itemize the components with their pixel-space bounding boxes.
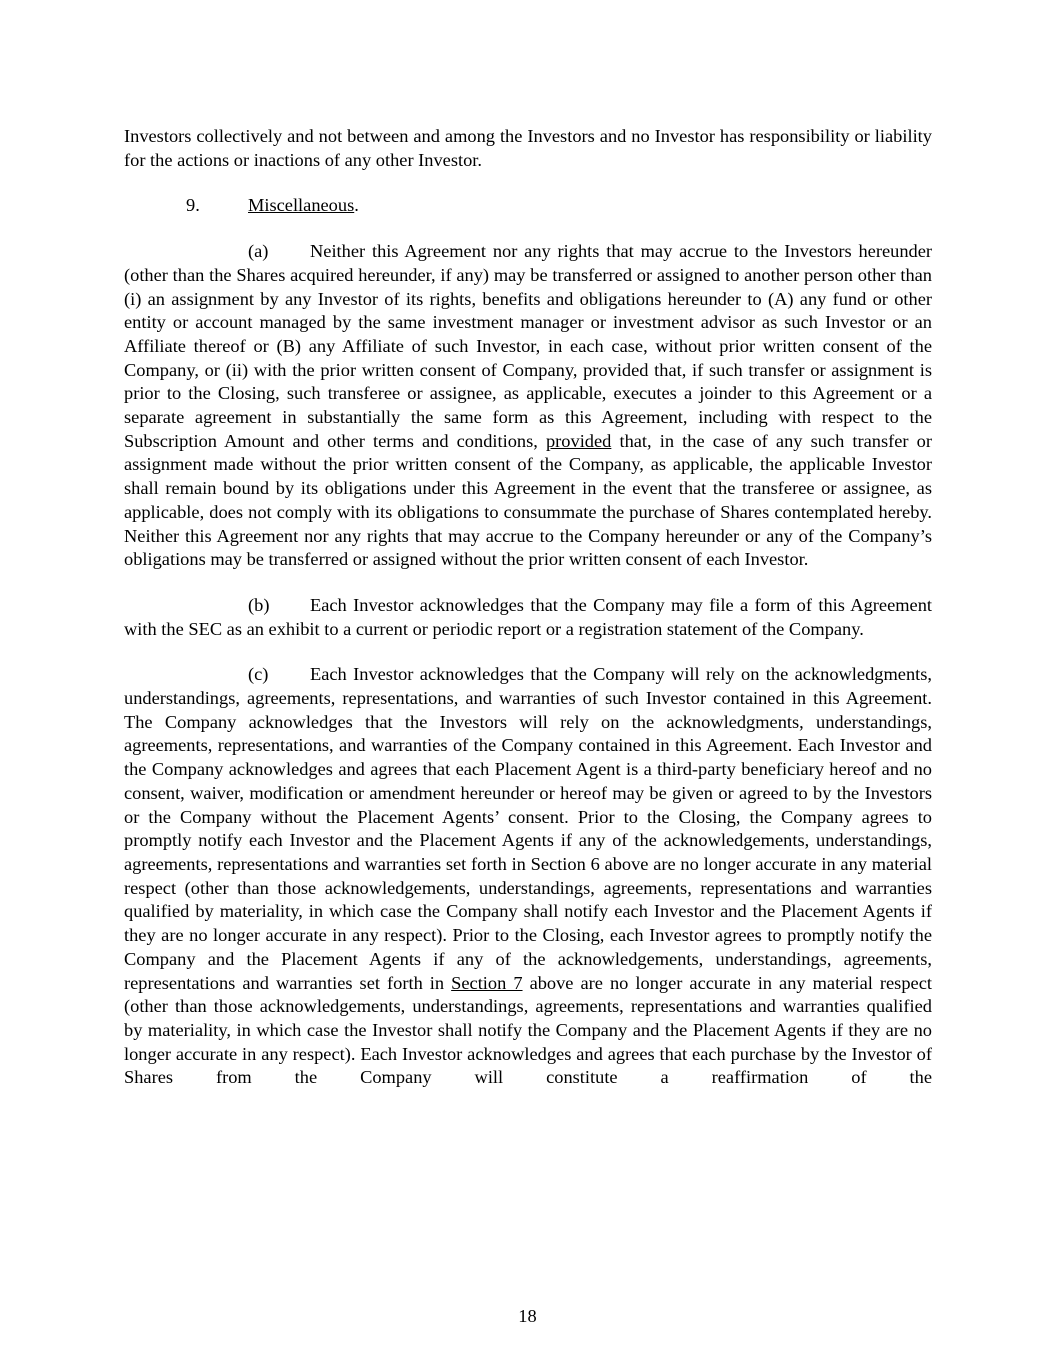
clause-c-text-1: Each Investor acknowledges that the Company will rely on the acknowledgments, understandings, agreements, representations, and warranties of such Investor contained in this Agreement. The Company acknowledges that the Investors will rely on the acknowledgments, understandings, agreements, representations, and warranties of the Company contained in this Agreement. Each Investor and the Company acknowledges and agrees that each Placement Agent is a third-party beneficiary hereof and no consent, waiver, modification or amendment hereunder or hereof may be given or agreed to by the Investors or the Company without the Placement Agents’ consent. Prior to the Closing, the Company agrees to promptly notify each Investor and the Placement Agents if any of the acknowledgements, understandings, agreements, representations and warranties set forth in Section 6 above are no longer accurate in any material respect (other than those acknowledgements, understandings, agreements, representations and warranties qualified by materiality, in which case the Company shall notify each Investor and the Placement Agents if they are no longer accurate in any respect). Prior to the Closing, each Investor agrees to promptly notify the Company and the Placement Agents if any of the acknowledgements, understandings, agreements, representations and warranties set forth in	[124, 664, 932, 993]
clause-a-label: (a)	[248, 241, 269, 262]
page-number: 18	[518, 1306, 537, 1326]
clause-c-section-7: Section 7	[451, 972, 523, 993]
clause-a-provided: provided	[545, 430, 612, 451]
clause-c-label: (c)	[248, 664, 269, 685]
section-number: 9.	[186, 195, 200, 216]
clause-b-label: (b)	[248, 594, 270, 615]
clause-a	[124, 240, 932, 572]
clause-c	[124, 663, 932, 1090]
clause-b-text: Each Investor acknowledges that the Company may file a form of this Agreement with the SEC as an exhibit to a current or periodic report or a registration statement of the Company.	[124, 594, 932, 639]
section-title: Miscellaneous	[248, 195, 355, 216]
page-body	[124, 125, 932, 1090]
clause-b	[124, 594, 932, 641]
clause-a-text-2: that, in the case of any such transfer or assignment made without the prior written consent of the Company, as applicable, the applicable Investor shall remain bound by its obligations under this Agreement in the event that the transferee or assignee, as applicable, does not comply with its obligations to consummate the purchase of Shares contemplated hereby. Neither this Agreement nor any rights that may accrue to the Company hereunder or any of the Company’s obligations may be transferred or assigned without the prior written consent of each Investor.	[124, 430, 932, 570]
section-title-suffix: .	[354, 195, 359, 216]
paragraph-continuation: Investors collectively and not between and among the Investors and no Investor has responsibility or liability for the actions or inactions of any other Investor.	[124, 126, 932, 170]
section-heading	[124, 194, 932, 218]
clause-c-text-2: above are no longer accurate in any material respect (other than those acknowledgements, understandings, agreements, representations and warranties qualified by materiality, in which case the Investor shall notify the Company and the Placement Agents if they are no longer accurate in any respect). Each Investor acknowledges and agrees that each purchase by the Investor of Shares from the Company will constitute a reaffirmation of the	[124, 972, 932, 1088]
clause-a-text-1: Neither this Agreement nor any rights that may accrue to the Investors hereunder (other than the Shares acquired hereunder, if any) may be transferred or assigned to another person other than (i) an assignment by any Investor of its rights, benefits and obligations hereunder to (A) any fund or other entity or account managed by the same investment manager or investment advisor as such Investor or an Affiliate thereof or (B) any Affiliate of such Investor, in each case, without prior written consent of the Company, or (ii) with the prior written consent of Company, provided that, if such transfer or assignment is prior to the Closing, such transferee or assignee, as applicable, executes a joinder to this Agreement or a separate agreement in substantially the same form as this Agreement, including with respect to the Subscription Amount and other terms and conditions,	[124, 241, 932, 451]
